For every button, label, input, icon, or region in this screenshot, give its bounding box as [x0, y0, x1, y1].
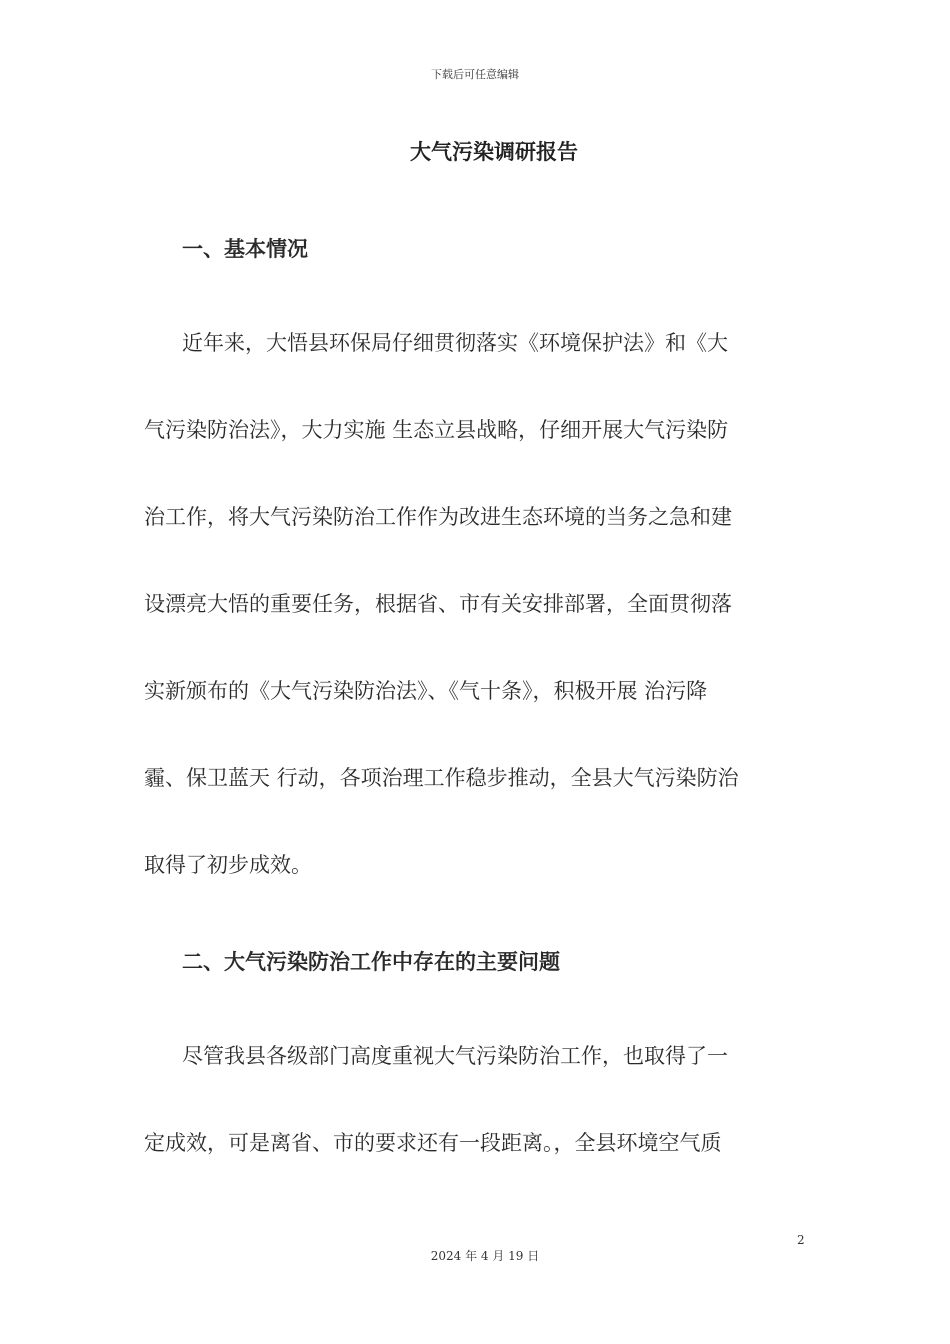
page-number: 2 [797, 1233, 805, 1247]
paragraph-line: 近年来，大悟县环保局仔细贯彻落实《环境保护法》和《大 [182, 331, 728, 355]
page-header: 下载后可任意编辑 [431, 68, 519, 81]
paragraph-line: 实新颁布的《大气污染防治法》、《气十条》，积极开展 治污降 [144, 679, 708, 703]
paragraph-line: 治工作，将大气污染防治工作作为改进生态环境的当务之急和建 [144, 505, 732, 529]
paragraph-line: 气污染防治法》，大力实施 生态立县战略，仔细开展大气污染防 [144, 418, 729, 442]
footer-date: 2024 年 4 月 19 日 [430, 1249, 540, 1263]
paragraph-line: 定成效，可是离省、市的要求还有一段距离。，全县环境空气质 [144, 1131, 722, 1155]
paragraph-line: 取得了初步成效。 [144, 853, 312, 877]
section-heading-basic-situation: 一、基本情况 [182, 237, 308, 261]
document-title: 大气污染调研报告 [410, 140, 578, 164]
paragraph-line: 尽管我县各级部门高度重视大气污染防治工作，也取得了一 [182, 1044, 728, 1068]
paragraph-line: 霾、保卫蓝天 行动，各项治理工作稳步推动，全县大气污染防治 [144, 766, 739, 790]
section-heading-main-problems: 二、大气污染防治工作中存在的主要问题 [182, 950, 560, 974]
paragraph-line: 设漂亮大悟的重要任务，根据省、市有关安排部署，全面贯彻落 [144, 592, 732, 616]
